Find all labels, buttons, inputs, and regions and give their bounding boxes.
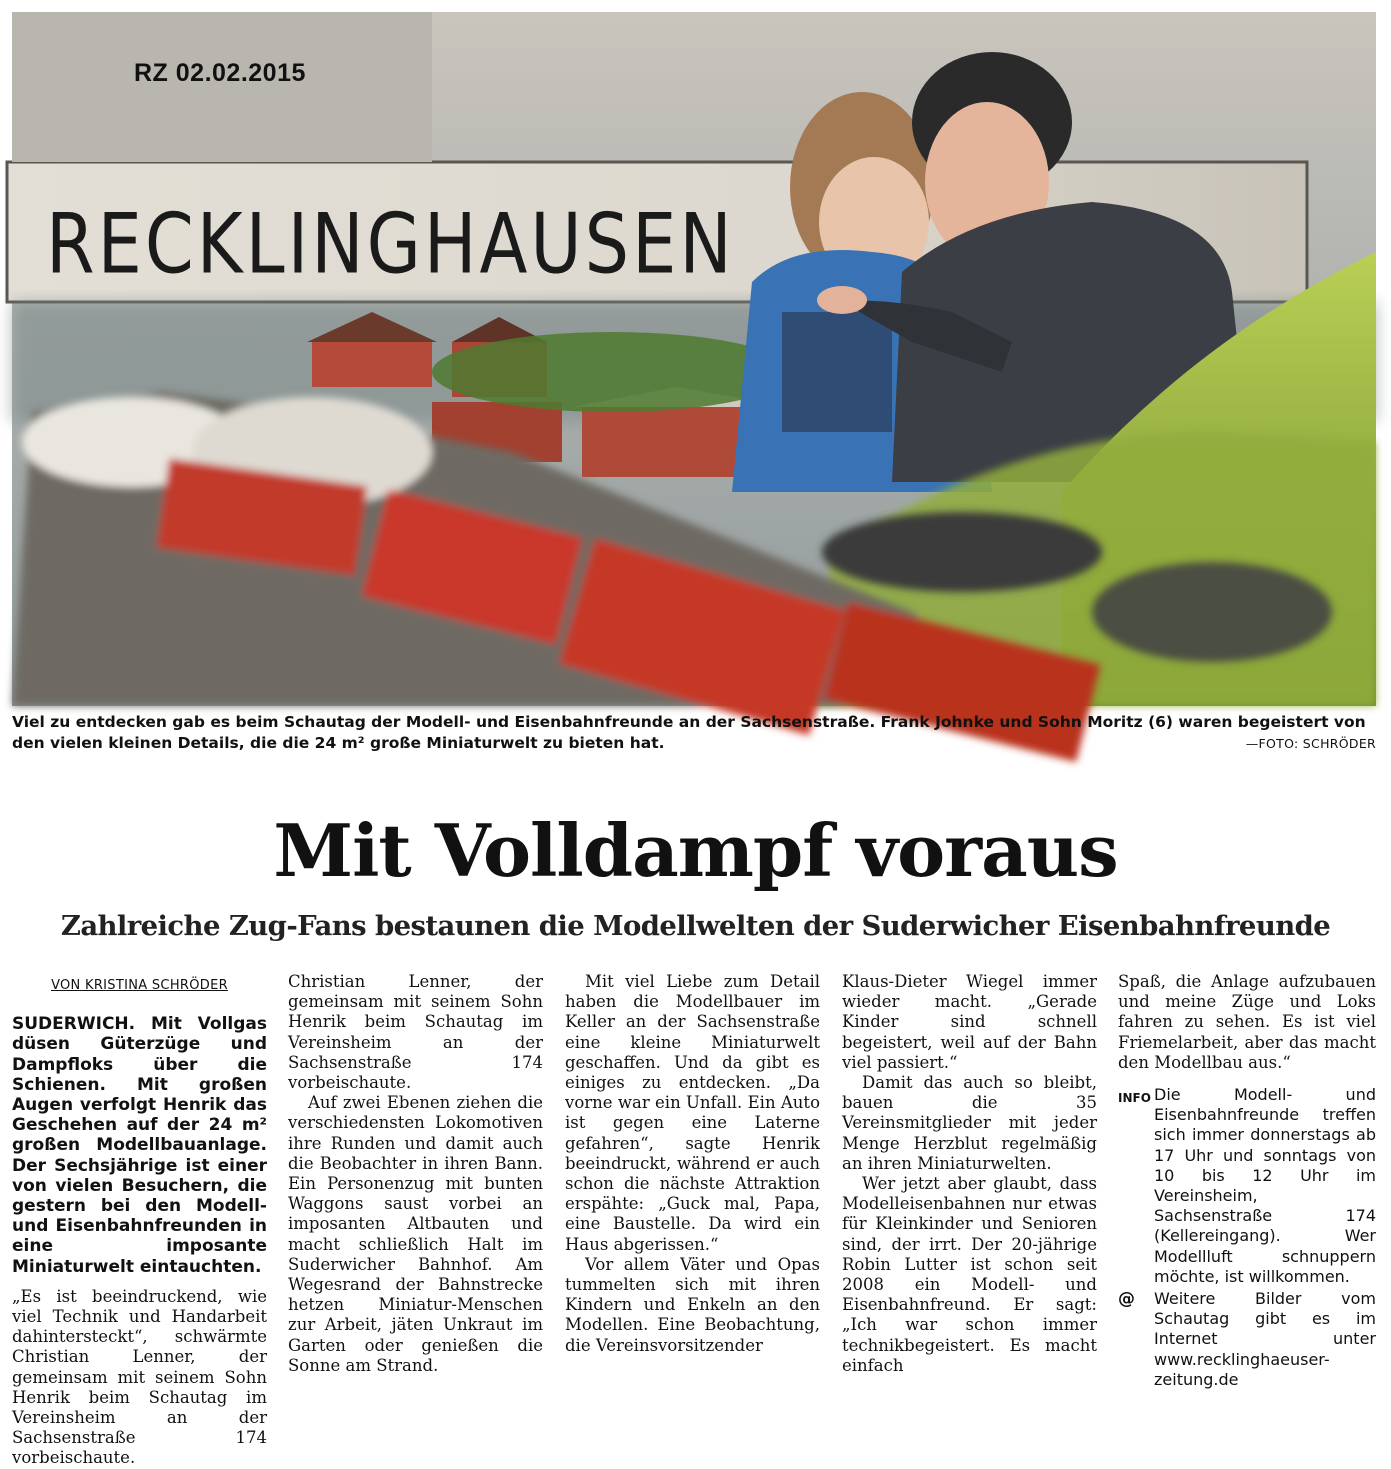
article-photo	[12, 12, 1376, 706]
article-column-2	[288, 972, 543, 1376]
article-column-1	[12, 972, 267, 1468]
at-icon: @	[1118, 1289, 1135, 1310]
body-paragraph-5: Damit das auch so bleibt, bauen die 35 Vereinsmitglieder mit jeder Menge Herzblut regelmäßig an ihren Miniaturwelten.	[842, 1073, 1097, 1173]
info-text: Die Modell- und Eisenbahnfreunde treffen sich immer donnerstags ab 17 Uhr und sonntags von 10 bis 12 Uhr im Vereinsheim, Sachsenstraße 174 (Kellereingang). Wer Modellluft schnuppern möchte, ist willkommen.	[1154, 1085, 1376, 1286]
headline: Mit Volldampf voraus	[273, 808, 1118, 893]
web-text: Weitere Bilder vom Schautag gibt es im Internet unter www.recklinghaeuser-zeitung.de	[1154, 1289, 1376, 1389]
body-paragraph-6: Wer jetzt aber glaubt, dass Modelleisenbahnen nur etwas für Kleinkinder und Senioren sind, der irrt. Der 20-jährige Robin Lutter ist schon seit 2008 ein Modell- und Eisenbahnfreund. Er sagt: „Ich war schon immer technikbegeistert. Es macht einfach	[842, 1174, 1097, 1375]
info-box	[1118, 1085, 1376, 1287]
subheadline: Zahlreiche Zug-Fans bestaunen die Modellwelten der Suderwicher Eisenbahnfreunde	[60, 910, 1331, 942]
body-paragraph-2: Auf zwei Ebenen ziehen die verschiedensten Lokomotiven ihre Runden und damit auch die Beobachter in ihren Bann. Ein Personenzug mit bunten Waggons saust vorbei an imposanten Altbauten und macht schließlich Halt im Suderwicher Bahnhof. Am Wegesrand der Bahnstrecke hetzen Miniatur-Menschen zur Arbeit, jäten Unkraut im Garten oder genießen die Sonne am Strand.	[288, 1093, 543, 1375]
dateline: SUDERWICH.	[12, 1014, 136, 1035]
article-column-3	[565, 972, 820, 1356]
lead-paragraph	[12, 1014, 267, 1277]
article-column-4	[842, 972, 1097, 1376]
photo-credit: —FOTO: SCHRÖDER	[1245, 736, 1376, 751]
body-paragraph-4-cont: Klaus-Dieter Wiegel immer wieder macht. „Gerade Kinder sind schnell begeistert, weil auf der Bahn viel passiert.“	[842, 972, 1097, 1072]
body-paragraph-6-cont: Spaß, die Anlage aufzubauen und meine Züge und Loks fahren zu sehen. Es ist viel Friemelarbeit, aber das macht den Modellbau aus.“	[1118, 972, 1376, 1072]
body-paragraph-4: Vor allem Väter und Opas tummelten sich mit ihren Kindern und Enkeln an den Modellen. Eine Beobachtung, die Vereinsvorsitzender	[565, 1254, 820, 1355]
body-paragraph-1-cont: Christian Lenner, der gemeinsam mit seinem Sohn Henrik beim Schautag im Vereinsheim an der Sachsenstraße 174 vorbeischaute.	[288, 972, 543, 1093]
web-box	[1118, 1289, 1376, 1390]
lead-text: Mit Vollgas düsen Güterzüge und Dampfloks über die Schienen. Mit großen Augen verfolgt Henrik das Geschehen auf der 24 m² großen Modellbauanlage. Der Sechsjährige ist einer von vielen Besuchern, die gestern bei den Modell- und Eisenbahnfreunden in eine imposante Miniaturwelt eintauchten.	[12, 1014, 267, 1277]
archive-stamp: RZ 02.02.2015	[134, 59, 306, 87]
byline: VON KRISTINA SCHRÖDER	[51, 978, 228, 993]
photo-caption: Viel zu entdecken gab es beim Schautag der Modell- und Eisenbahnfreunde an der Sachsenstraße. Frank Johnke und Sohn Moritz (6) waren begeistert von den vielen kleinen Details, die die 24 m² große Miniaturwelt zu bieten hat.	[12, 713, 1366, 752]
body-paragraph-1: „Es ist beeindruckend, wie viel Technik und Handarbeit dahintersteckt“, schwärmte Christian Lenner, der gemeinsam mit seinem Sohn Henrik beim Schautag im Vereinsheim an der Sachsenstraße 174 vorbeischaute.	[12, 1286, 267, 1468]
info-label: INFO	[1118, 1091, 1151, 1106]
model-railway-photo	[12, 12, 1376, 706]
station-sign: RECKLINGHAUSEN	[46, 196, 735, 293]
article-column-5	[1118, 972, 1376, 1390]
body-paragraph-3: Mit viel Liebe zum Detail haben die Modellbauer im Keller an der Sachsenstraße eine kleine Miniaturwelt geschaffen. Und da gibt es einiges zu entdecken. „Da vorne war ein Unfall. Ein Auto ist gegen eine Laterne gefahren“, sagte Henrik beeindruckt, während er auch schon die nächste Attraktion erspähte: „Guck mal, Papa, eine Baustelle. Da wird ein Haus abgerissen.“	[565, 972, 820, 1254]
